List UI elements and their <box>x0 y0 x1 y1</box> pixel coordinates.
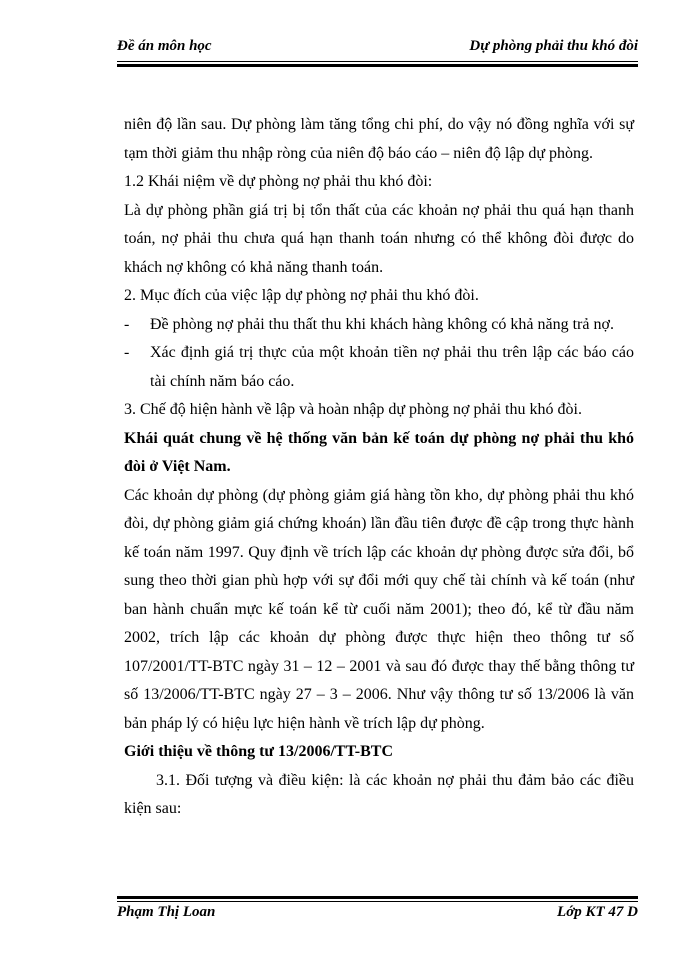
list-item <box>124 339 634 396</box>
section-heading-1-2: 1.2 Khái niệm về dự phòng nợ phải thu khó đòi: <box>124 173 433 190</box>
paragraph-definition: Là dự phòng phần giá trị bị tổn thất của các khoản nợ phải thu quá hạn thanh toán, nợ phải thu chưa quá hạn thanh toán nhưng có thể không đòi được do khách nợ không có khả năng thanh toán. <box>124 201 634 276</box>
list-item-text: Xác định giá trị thực của một khoản tiền nợ phải thu trên lập các báo cáo tài chính năm báo cáo. <box>150 344 634 390</box>
footer-rule-thick <box>117 896 638 899</box>
paragraph-continuation: niên độ lần sau. Dự phòng làm tăng tổng chi phí, do vậy nó đồng nghĩa với sự tạm thời giảm thu nhập ròng của niên độ báo cáo – niên độ lập dự phòng. <box>124 116 634 162</box>
header-course-title: Đề án môn học <box>117 38 212 54</box>
footer-rule-thin <box>117 901 638 902</box>
list-dash: - <box>124 344 130 361</box>
footer-class: Lớp KT 47 D <box>557 904 638 920</box>
footer-author: Phạm Thị Loan <box>117 904 216 920</box>
list-item <box>124 311 634 340</box>
section-heading-2: 2. Mục đích của việc lập dự phòng nợ phải thu khó đòi. <box>124 287 479 304</box>
list-item-text: Đề phòng nợ phải thu thất thu khi khách hàng không có khả năng trả nợ. <box>150 315 614 333</box>
section-heading-3: 3. Chế độ hiện hành về lập và hoàn nhập dự phòng nợ phải thu khó đòi. <box>124 401 582 418</box>
header-topic-title: Dự phòng phải thu khó đòi <box>469 38 638 54</box>
paragraph-3-1: 3.1. Đối tượng và điều kiện: là các khoản nợ phải thu đảm bảo các điều kiện sau: <box>124 771 634 817</box>
header-rule-thin <box>117 61 638 62</box>
bold-heading-overview: Khái quát chung về hệ thống văn bản kế toán dự phòng nợ phải thu khó đòi ở Việt Nam. <box>124 429 634 475</box>
page-footer <box>117 904 638 926</box>
page-body <box>124 111 634 824</box>
page-header <box>117 38 638 60</box>
bold-heading-circular: Giới thiệu về thông tư 13/2006/TT-BTC <box>124 743 394 760</box>
list-dash: - <box>124 315 130 333</box>
paragraph-history: Các khoản dự phòng (dự phòng giảm giá hàng tồn kho, dự phòng phải thu khó đòi, dự phòng giảm giá chứng khoán) lần đầu tiên được đề cập trong thực hành kế toán năm 1997. Quy định về trích lập các khoản dự phòng được sửa đổi, bổ sung theo thời gian phù hợp với sự đổi mới quy chế tài chính và kế toán (như ban hành chuẩn mực kế toán kể từ cuối năm 2001); theo đó, kể từ đầu năm 2002, trích lập các khoản dự phòng được thực hiện theo thông tư số 107/2001/TT-BTC ngày 31 – 12 – 2001 và sau đó được thay thế bằng thông tư số 13/2006/TT-BTC ngày 27 – 3 – 2006. Như vậy thông tư số 13/2006 là văn bản pháp lý có hiệu lực hiện hành về trích lập dự phòng. <box>124 486 634 732</box>
header-rule-thick <box>117 64 638 67</box>
